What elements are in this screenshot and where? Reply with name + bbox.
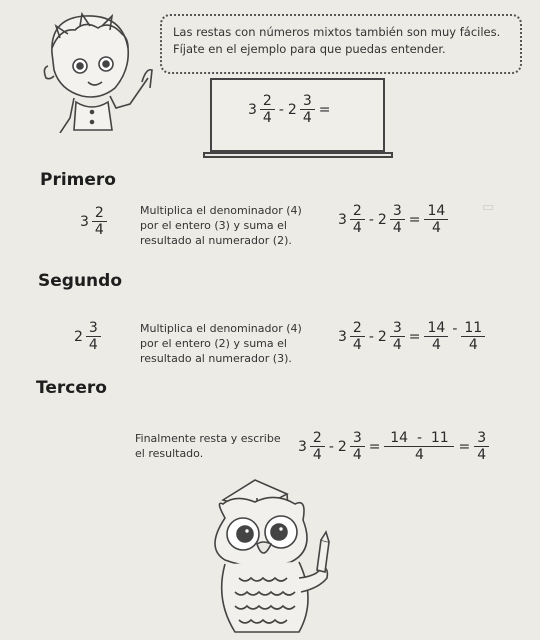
board-whole-a: 3 (248, 101, 257, 118)
heading-segundo: Segundo (38, 271, 122, 291)
board-expression (248, 93, 334, 126)
intro-text (173, 24, 500, 58)
segundo-mixed-number: 2 $\frac{3}{4}$ (74, 320, 101, 353)
primero-mixed-number: 3 $\frac{2}{4}$ (80, 205, 107, 238)
board-fraction-b: $\frac{3}{4}$ (300, 93, 315, 126)
board-fraction-a: $\frac{2}{4}$ (260, 93, 275, 126)
board-whole-b: 2 (287, 101, 297, 118)
tercero-final-fraction: $\frac{3}{4}$ (474, 430, 489, 463)
tercero-expression: 3 $\frac{2}{4}$ - 2 $\frac{3}{4}$ = $\frac{14 - 11}{4}$ = $\frac{3}{4}$ (298, 430, 489, 463)
owl-illustration (195, 460, 355, 640)
intro-line-2: Fíjate en el ejemplo para que puedas entender. (173, 42, 446, 56)
heading-tercero: Tercero (36, 378, 107, 398)
segundo-instruction: Multiplica el denominador (4) por el entero (2) y suma el resultado al numerador (3). (140, 322, 302, 365)
intro-line-1: Las restas con números mixtos también son muy fáciles. (173, 25, 501, 39)
segundo-fraction-11: $\frac{11}{4}$ (461, 320, 485, 353)
board-equals: = (318, 101, 331, 118)
heading-primero: Primero (40, 170, 116, 190)
segundo-expression: 3 $\frac{2}{4}$ - 2 $\frac{3}{4}$ = $\frac{14}{4}$ - $\frac{11}{4}$ (338, 320, 485, 353)
tercero-combined-fraction: $\frac{14 - 11}{4}$ (384, 430, 454, 463)
primero-expression: 3 $\frac{2}{4}$ - 2 $\frac{3}{4}$ = $\frac{14}{4}$ (338, 203, 448, 236)
segundo-fraction-14: $\frac{14}{4}$ (424, 320, 448, 353)
tercero-instruction: Finalmente resta y escribe el resultado. (135, 432, 281, 460)
blackboard-ledge (203, 152, 393, 158)
primero-instruction: Multiplica el denominador (4) por el entero (3) y suma el resultado al numerador (2). (140, 204, 302, 247)
boy-illustration (30, 8, 170, 133)
board-minus: - (278, 101, 284, 118)
primero-result-fraction: $\frac{14}{4}$ (424, 203, 448, 236)
bleed-through-text: ▭ (482, 200, 495, 215)
